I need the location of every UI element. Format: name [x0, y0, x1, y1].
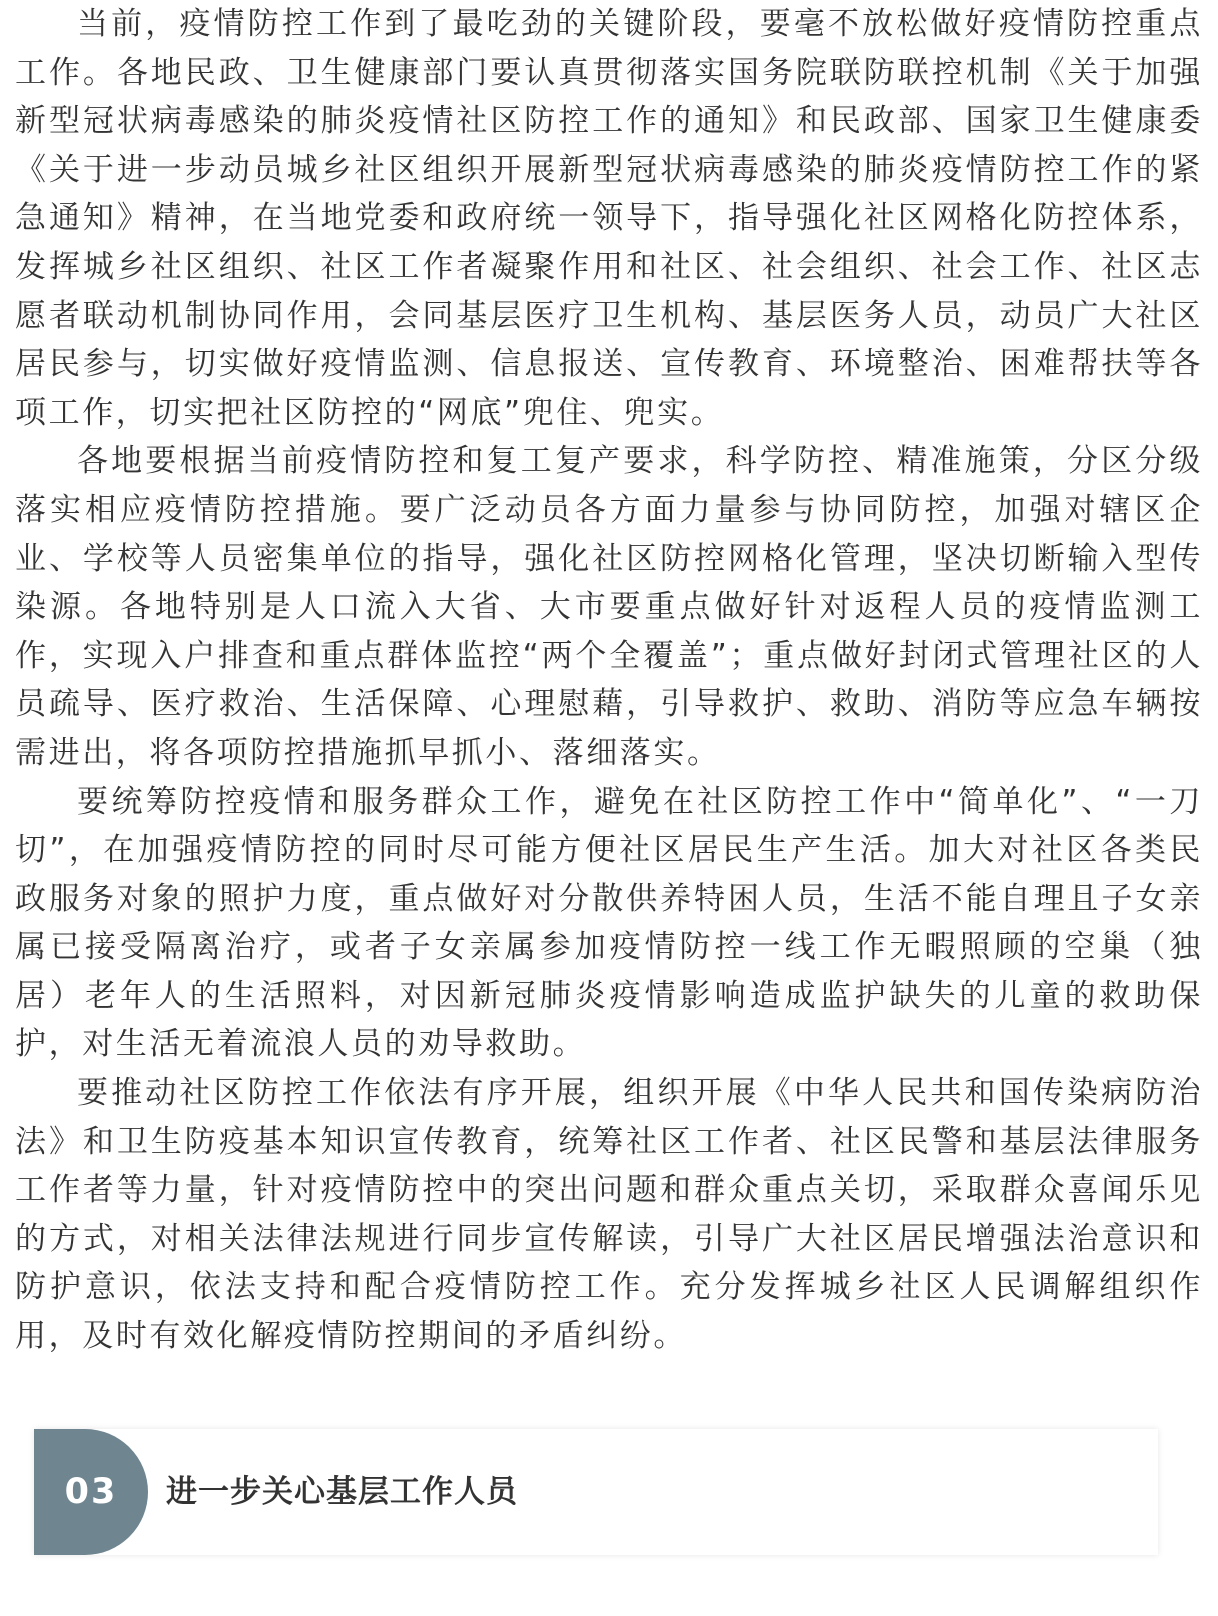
article-paragraph-2: 各地要根据当前疫情防控和复工复产要求，科学防控、精准施策，分区分级落实相应疫情防控措施。要广泛动员各方面力量参与协同防控，加强对辖区企业、学校等人员密集单位的指导，强化社区防控网格化管理，坚决切断输入型传染源。各地特别是人口流入大省、大市要重点做好针对返程人员的疫情监测工作，实现入户排查和重点群体监控“两个全覆盖”；重点做好封闭式管理社区的人员疏导、医疗救治、生活保障、心理慰藉，引导救护、救助、消防等应急车辆按需进出，将各项防控措施抓早抓小、落细落实。 [15, 443, 1203, 771]
article-paragraph-3: 要统筹防控疫情和服务群众工作，避免在社区防控工作中“简单化”、“一刀切”，在加强疫情防控的同时尽可能方便社区居民生产生活。加大对社区各类民政服务对象的照护力度，重点做好对分散供养特困人员，生活不能自理且子女亲属已接受隔离治疗，或者子女亲属参加疫情防控一线工作无暇照顾的空巢（独居）老年人的生活照料，对因新冠肺炎疫情影响造成监护缺失的儿童的救助保护，对生活无着流浪人员的劝导救助。 [15, 783, 1203, 1063]
article-body [15, 0, 1203, 1361]
article-paragraph-4: 要推动社区防控工作依法有序开展，组织开展《中华人民共和国传染病防治法》和卫生防疫基本知识宣传教育，统筹社区工作者、社区民警和基层法律服务工作者等力量，针对疫情防控中的突出问题和群众重点关切，采取群众喜闻乐见的方式，对相关法律法规进行同步宣传解读，引导广大社区居民增强法治意识和防护意识，依法支持和配合疫情防控工作。充分发挥城乡社区人民调解组织作用，及时有效化解疫情防控期间的矛盾纠纷。 [15, 1075, 1203, 1355]
article-paragraph-1: 当前，疫情防控工作到了最吃劲的关键阶段，要毫不放松做好疫情防控重点工作。各地民政、卫生健康部门要认真贯彻落实国务院联防联控机制《关于加强新型冠状病毒感染的肺炎疫情社区防控工作的通知》和民政部、国家卫生健康委《关于进一步动员城乡社区组织开展新型冠状病毒感染的肺炎疫情防控工作的紧急通知》精神，在当地党委和政府统一领导下，指导强化社区网格化防控体系，发挥城乡社区组织、社区工作者凝聚作用和社区、社会组织、社会工作、社区志愿者联动机制协同作用，会同基层医疗卫生机构、基层医务人员，动员广大社区居民参与，切实做好疫情监测、信息报送、宣传教育、环境整治、困难帮扶等各项工作，切实把社区防控的“网底”兜住、兜实。 [15, 6, 1203, 431]
section-title: 进一步关心基层工作人员 [166, 1474, 518, 1510]
section-header-card [34, 1429, 1158, 1555]
section-number-badge: 03 [34, 1429, 148, 1555]
